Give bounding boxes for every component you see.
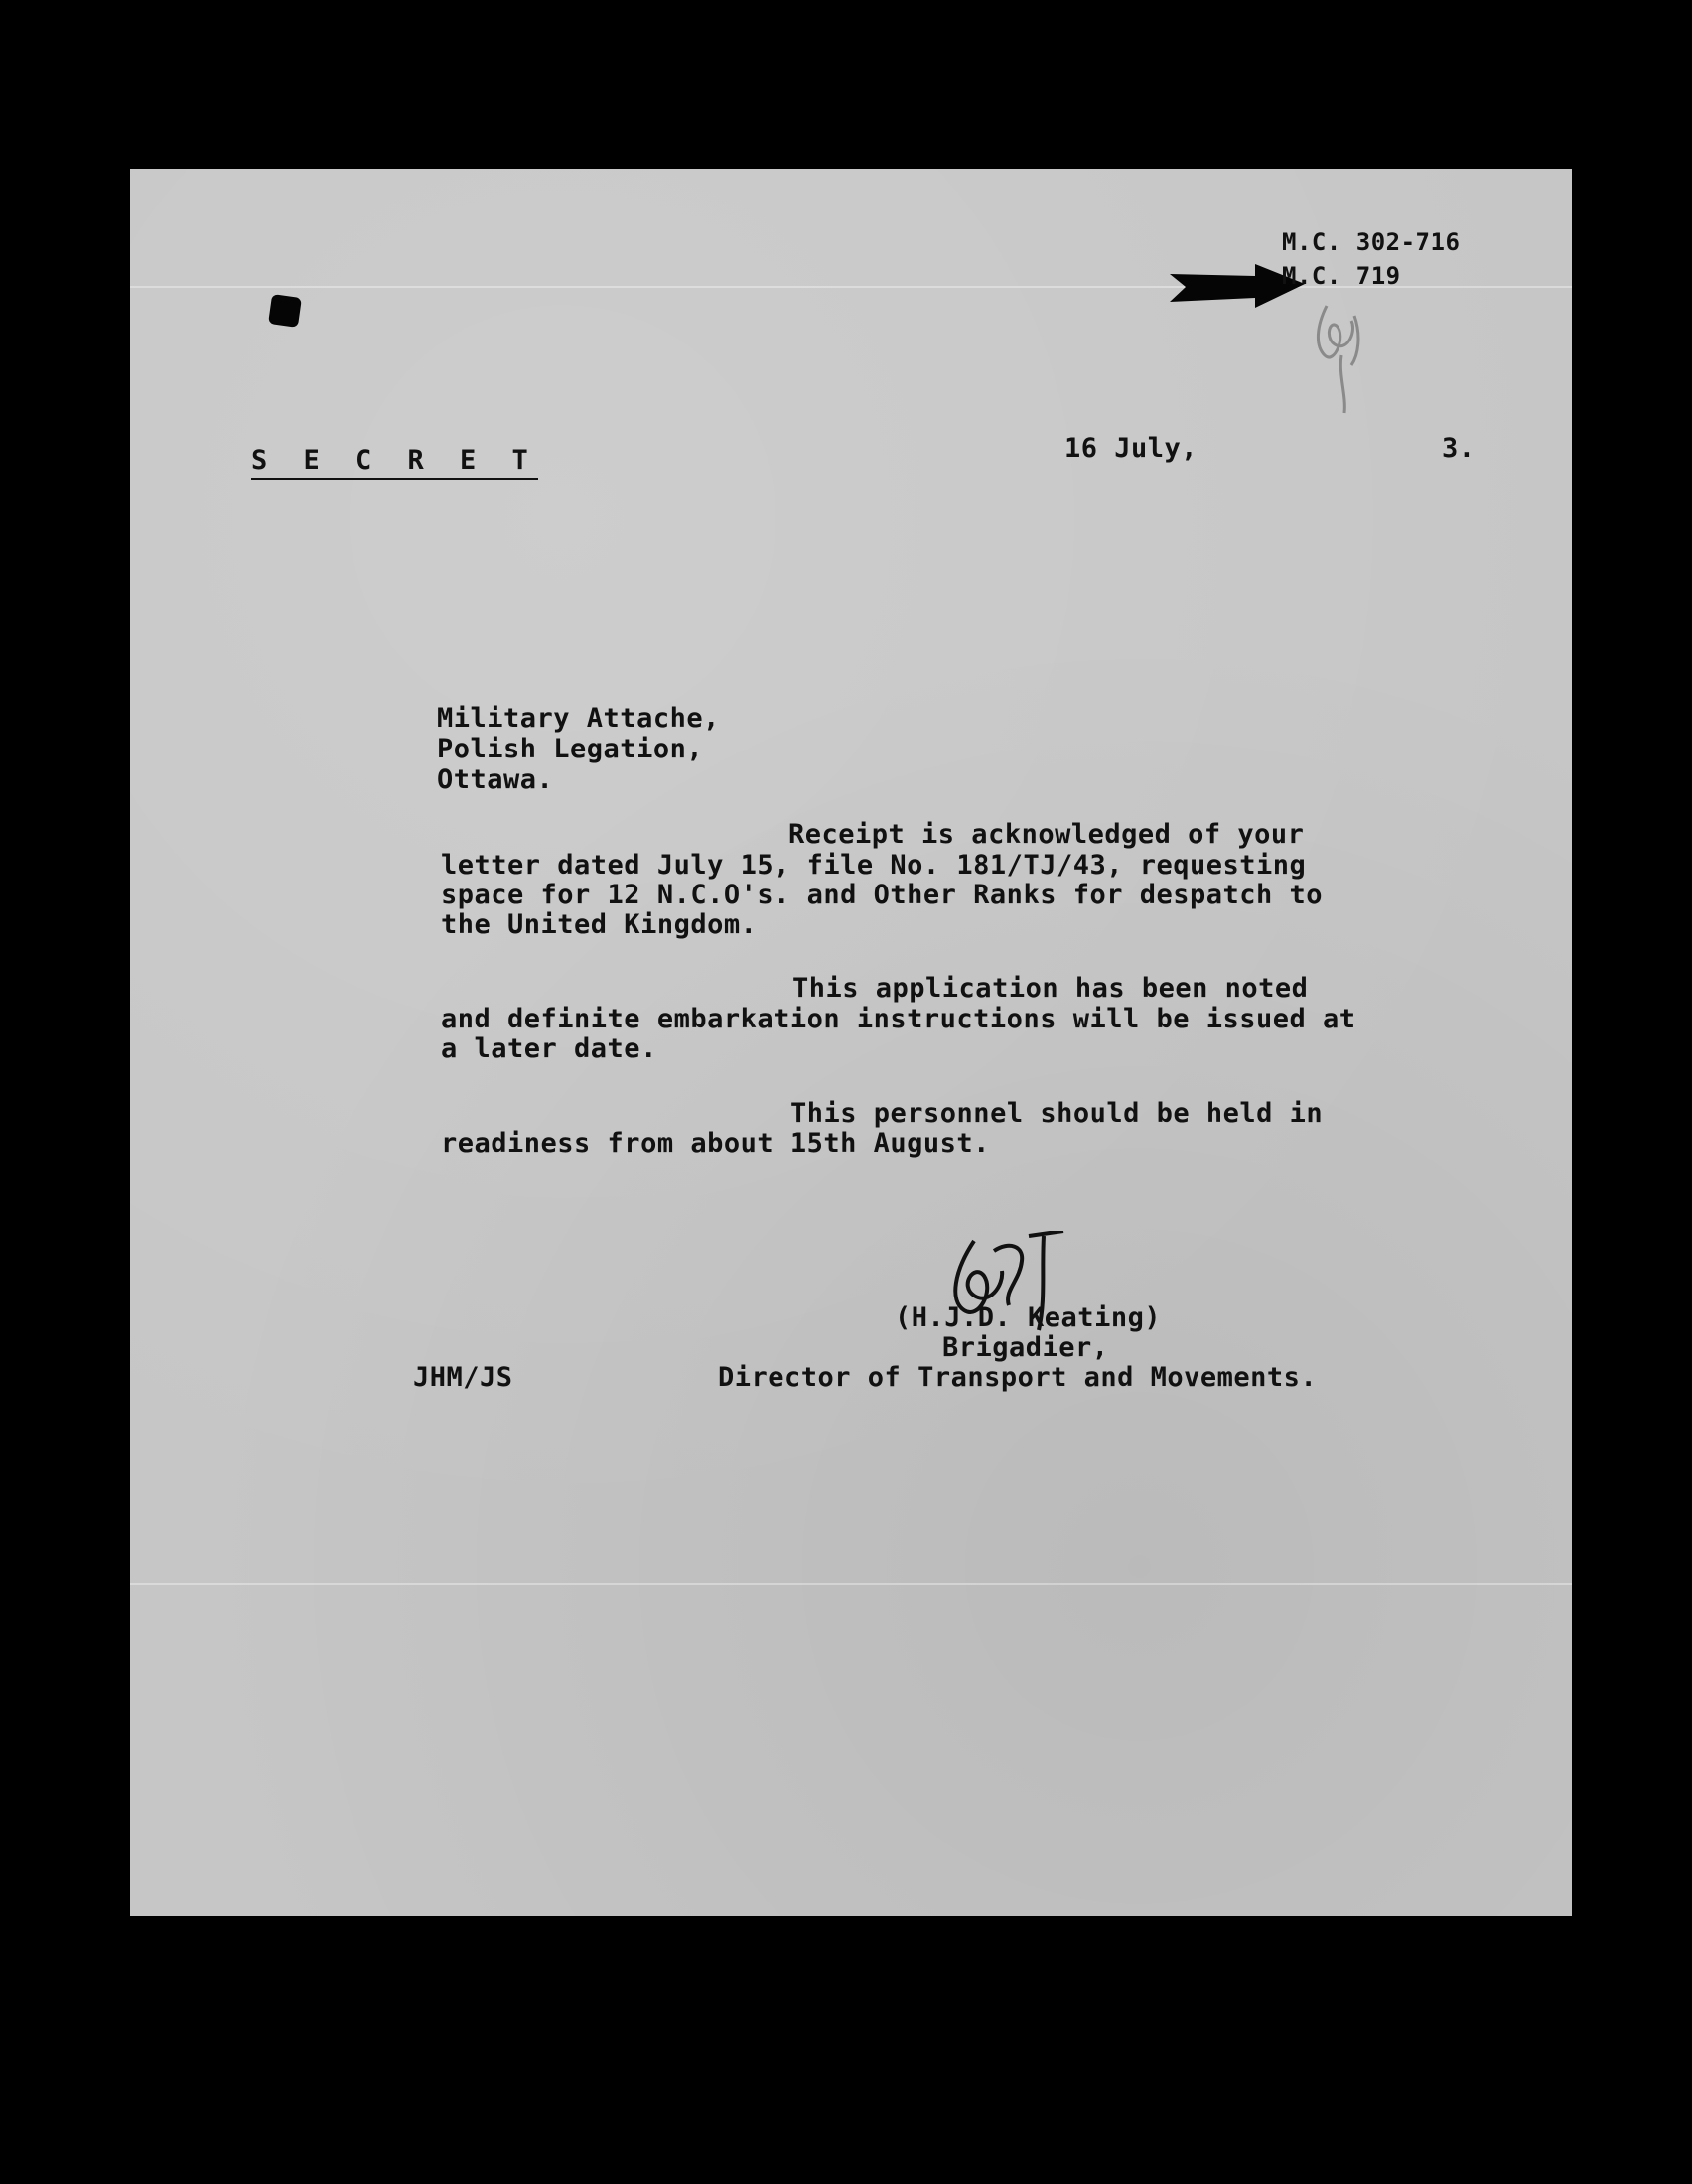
body-line: space for 12 N.C.O's. and Other Ranks for despatch to — [441, 880, 1324, 910]
file-reference-2: M.C. 719 — [1282, 262, 1401, 290]
signatory-title: Director of Transport and Movements. — [718, 1362, 1318, 1393]
body-line: This application has been noted — [792, 973, 1309, 1004]
body-line: letter dated July 15, file No. 181/TJ/43, requesting — [441, 850, 1307, 881]
addressee-line: Ottawa. — [437, 764, 554, 795]
body-line: and definite embarkation instructions will be issued at — [441, 1004, 1356, 1034]
addressee-line: Polish Legation, — [437, 734, 704, 764]
body-line: a later date. — [441, 1033, 657, 1064]
ink-blot-icon — [268, 294, 302, 328]
signatory-name: (H.J.D. Keating) — [895, 1302, 1162, 1333]
addressee-line: Military Attache, — [437, 703, 720, 734]
body-line: Receipt is acknowledged of your — [788, 819, 1305, 850]
reference-initials: JHM/JS — [413, 1362, 513, 1393]
page-number: 3. — [1442, 433, 1476, 464]
fold-line-bottom — [130, 1583, 1572, 1585]
body-line: readiness from about 15th August. — [441, 1128, 990, 1159]
file-reference-1: M.C. 302-716 — [1282, 228, 1461, 256]
body-line: This personnel should be held in — [790, 1098, 1324, 1129]
signatory-rank: Brigadier, — [942, 1332, 1109, 1363]
letter-date: 16 July, — [1064, 433, 1198, 464]
handwritten-initials-icon — [1307, 296, 1376, 415]
classification-heading: S E C R E T — [251, 445, 538, 480]
letter-page — [130, 169, 1572, 1916]
body-line: the United Kingdom. — [441, 909, 758, 940]
